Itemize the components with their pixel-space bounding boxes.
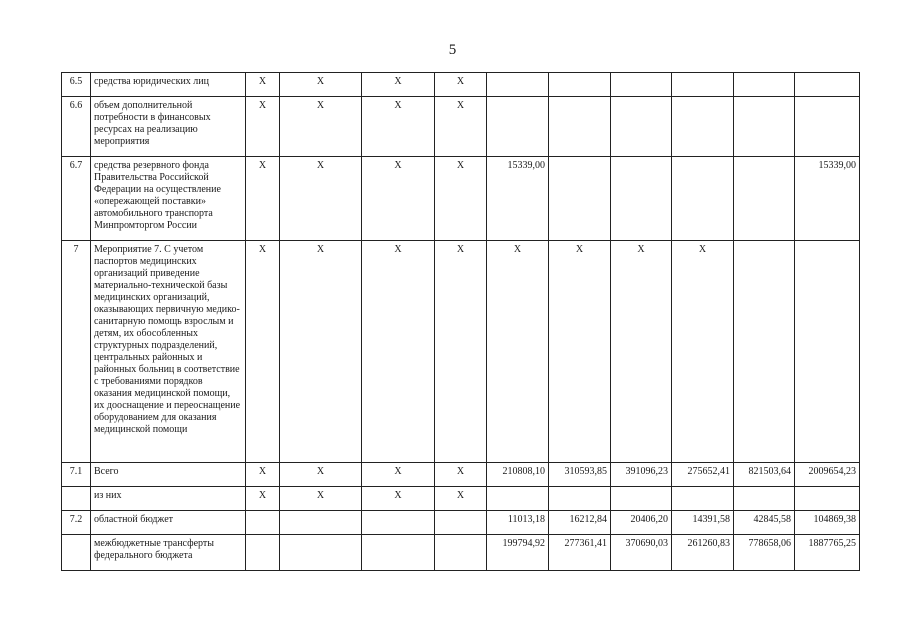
table-row	[62, 535, 860, 571]
page-number: 5	[448, 42, 457, 58]
value-cell: 104869,38	[795, 511, 860, 535]
x-cell	[280, 535, 362, 571]
x-cell: X	[362, 463, 435, 487]
value-cell: 42845,58	[734, 511, 795, 535]
value-cell	[549, 487, 611, 511]
value-cell: 275652,41	[672, 463, 734, 487]
value-cell	[611, 157, 672, 241]
value-cell	[734, 487, 795, 511]
value-cell	[611, 73, 672, 97]
value-cell	[734, 73, 795, 97]
row-name: межбюджетные трансферты федерального бюджета	[91, 535, 246, 571]
x-cell: X	[246, 463, 280, 487]
value-cell	[734, 157, 795, 241]
x-cell: X	[362, 157, 435, 241]
table-row	[62, 157, 860, 241]
row-number: 7.1	[62, 463, 91, 487]
x-cell: X	[672, 241, 734, 463]
x-cell: X	[362, 97, 435, 157]
x-cell	[435, 511, 487, 535]
x-cell: X	[362, 487, 435, 511]
value-cell: 16212,84	[549, 511, 611, 535]
x-cell: X	[611, 241, 672, 463]
row-number	[62, 535, 91, 571]
value-cell	[795, 487, 860, 511]
value-cell: 20406,20	[611, 511, 672, 535]
value-cell: 391096,23	[611, 463, 672, 487]
x-cell	[280, 511, 362, 535]
row-number: 7	[62, 241, 91, 463]
x-cell	[362, 511, 435, 535]
x-cell: X	[280, 97, 362, 157]
x-cell: X	[435, 487, 487, 511]
value-cell: 1887765,25	[795, 535, 860, 571]
value-cell	[487, 73, 549, 97]
value-cell: 261260,83	[672, 535, 734, 571]
value-cell	[795, 73, 860, 97]
table-row	[62, 487, 860, 511]
row-name: из них	[91, 487, 246, 511]
value-cell	[795, 241, 860, 463]
value-cell: 2009654,23	[795, 463, 860, 487]
value-cell: 11013,18	[487, 511, 549, 535]
row-name: Мероприятие 7. С учетом паспортов медицинских организаций приведение материально-технической базы медицинских организаций, оказывающих первичную медико-санитарную помощь взрослым и детям, их обособленных структурных подразделений, центральных районных и районных больниц в соответствие с требованиями порядков оказания медицинской помощи, их дооснащение и переоснащение оборудованием для оказания медицинской помощи	[91, 241, 246, 463]
x-cell	[435, 535, 487, 571]
value-cell	[734, 241, 795, 463]
value-cell: 199794,92	[487, 535, 549, 571]
x-cell: X	[246, 241, 280, 463]
value-cell	[549, 73, 611, 97]
row-number	[62, 487, 91, 511]
x-cell	[362, 535, 435, 571]
x-cell: X	[435, 97, 487, 157]
value-cell: 15339,00	[487, 157, 549, 241]
x-cell: X	[435, 157, 487, 241]
x-cell: X	[280, 241, 362, 463]
row-number: 6.5	[62, 73, 91, 97]
row-name: объем дополнительной потребности в финансовых ресурсах на реализацию мероприятия	[91, 97, 246, 157]
row-name: средства юридических лиц	[91, 73, 246, 97]
table-row	[62, 241, 860, 463]
row-name: средства резервного фонда Правительства Российской Федерации на осуществление «опережающей поставки» автомобильного транспорта Минпромторгом России	[91, 157, 246, 241]
value-cell	[672, 157, 734, 241]
x-cell: X	[246, 157, 280, 241]
value-cell: 370690,03	[611, 535, 672, 571]
budget-table	[61, 72, 860, 571]
x-cell: X	[549, 241, 611, 463]
row-number: 6.6	[62, 97, 91, 157]
row-name: областной бюджет	[91, 511, 246, 535]
value-cell: 15339,00	[795, 157, 860, 241]
x-cell	[246, 535, 280, 571]
value-cell	[611, 97, 672, 157]
x-cell: X	[280, 73, 362, 97]
value-cell: 778658,06	[734, 535, 795, 571]
value-cell	[734, 97, 795, 157]
x-cell: X	[487, 241, 549, 463]
row-number: 7.2	[62, 511, 91, 535]
value-cell	[487, 487, 549, 511]
x-cell	[246, 511, 280, 535]
x-cell: X	[280, 463, 362, 487]
x-cell: X	[435, 463, 487, 487]
value-cell: 277361,41	[549, 535, 611, 571]
x-cell: X	[435, 73, 487, 97]
value-cell	[672, 487, 734, 511]
table-row	[62, 73, 860, 97]
value-cell	[795, 97, 860, 157]
x-cell: X	[362, 241, 435, 463]
x-cell: X	[246, 487, 280, 511]
value-cell: 210808,10	[487, 463, 549, 487]
value-cell: 14391,58	[672, 511, 734, 535]
value-cell	[487, 97, 549, 157]
table-row	[62, 463, 860, 487]
x-cell: X	[362, 73, 435, 97]
row-number: 6.7	[62, 157, 91, 241]
x-cell: X	[246, 97, 280, 157]
x-cell: X	[246, 73, 280, 97]
x-cell: X	[280, 487, 362, 511]
value-cell: 821503,64	[734, 463, 795, 487]
value-cell	[549, 97, 611, 157]
value-cell: 310593,85	[549, 463, 611, 487]
x-cell: X	[280, 157, 362, 241]
value-cell	[672, 73, 734, 97]
table-row	[62, 97, 860, 157]
table-row	[62, 511, 860, 535]
value-cell	[672, 97, 734, 157]
x-cell: X	[435, 241, 487, 463]
value-cell	[611, 487, 672, 511]
row-name: Всего	[91, 463, 246, 487]
value-cell	[549, 157, 611, 241]
